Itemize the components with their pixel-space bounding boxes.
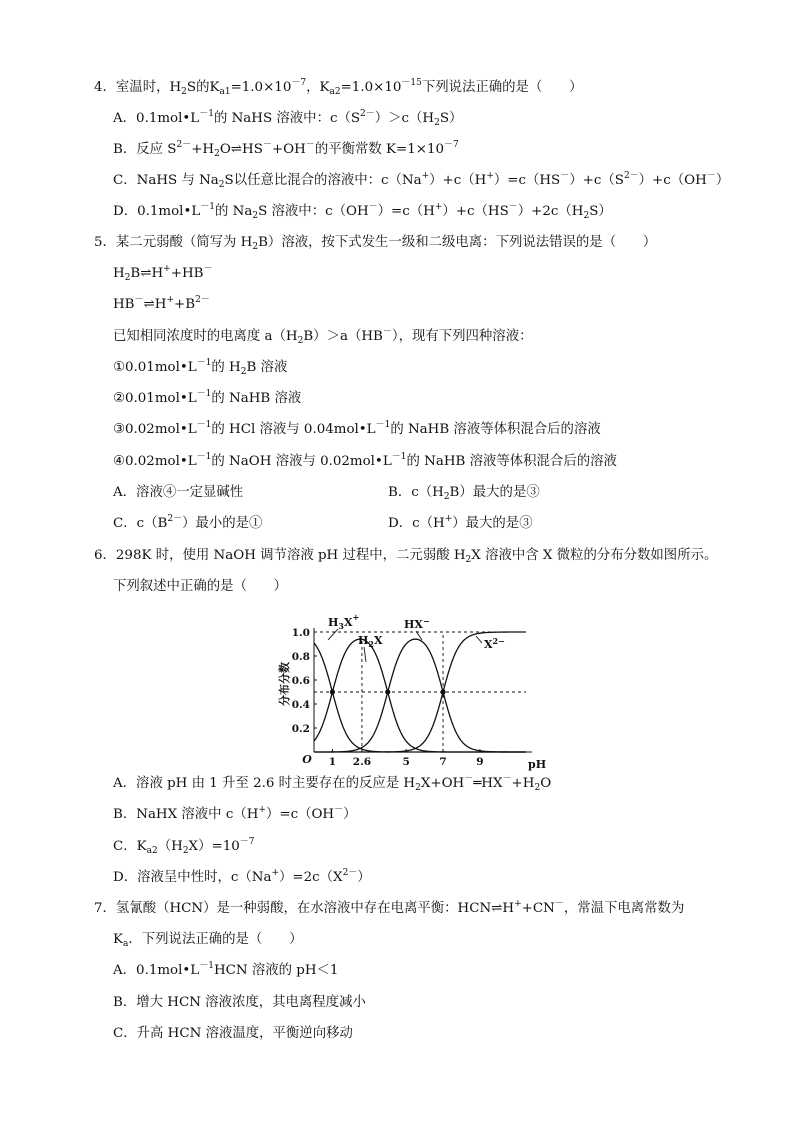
series-label <box>404 616 430 631</box>
q5-solution-4: $④0.02mol•L^{-1}$的 NaOH 溶液与 $0.02mol•L^{-1}$的 NaHB 溶液等体积混合后的溶液 <box>113 452 617 469</box>
series-label-part: 2− <box>492 636 505 646</box>
q4-option-c: C．NaHS 与 $Na_2S$以任意比混合的溶液中：$c(Na^+)+c(H^+)=c(HS^-)+c(S^{2-})+c(OH^-)$ <box>113 171 730 190</box>
series-label <box>328 612 359 631</box>
series-label-part: HX <box>404 618 423 631</box>
q6-option-c: C．$K_{a2}(H_2X)=10^{-7}$ <box>113 837 255 856</box>
series-leader <box>476 636 482 643</box>
q7-option-b: B．增大 HCN 溶液浓度，其电离程度减小 <box>113 995 366 1010</box>
q6-stem-line-2: 下列叙述中正确的是（ ） <box>113 579 288 594</box>
x-tick-label: 1 <box>328 756 337 768</box>
y-tick-label: 0.4 <box>291 699 310 711</box>
distribution-chart <box>276 612 547 771</box>
crossing-point <box>330 689 335 694</box>
curve-1 <box>314 639 526 752</box>
series-label-part: H <box>328 616 339 629</box>
series-label-part: X <box>484 638 493 651</box>
q6-option-a: A．溶液 pH 由 1 升至 2.6 时主要存在的反应是 $H_2X+OH^-═HX^-+H_2O$ <box>113 774 552 793</box>
series-leader <box>328 629 338 640</box>
crossing-point <box>385 689 390 694</box>
q5-option-b: B．$c(H_2B)$最大的是③ <box>388 485 540 502</box>
y-tick-label: 0.6 <box>291 675 310 687</box>
curve-2 <box>314 639 526 752</box>
series-label-part: X <box>343 616 353 629</box>
q5-equation-2: $HB^-\rightleftharpoons H^++B^{2-}$ <box>113 295 210 312</box>
q7-option-a: A．$0.1mol•L^{-1}HCN$ 溶液的 pH＜1 <box>113 961 339 978</box>
crossing-point <box>440 689 445 694</box>
q5-solution-2: $②0.01mol•L^{-1}$的 NaHB 溶液 <box>113 389 302 406</box>
q6-stem-line-1: 6．298K 时，使用 NaOH 调节溶液 pH 过程中，二元弱酸 $H_2X$ 溶液中含 X 微粒的分布分数如图所示。 <box>94 548 718 565</box>
x-tick-label: 7 <box>439 756 447 768</box>
q5-stem: 5．某二元弱酸（简写为 $H_2B$）溶液，按下式发生一级和二级电离：下列说法错误的是（ ） <box>94 235 657 252</box>
y-axis-label: 分布分数 <box>278 662 291 706</box>
q5-equation-1: $H_2B\rightleftharpoons H^++HB^-$ <box>113 264 213 283</box>
q7-stem-line-2: $K_a$．下列说法正确的是（ ） <box>113 932 303 949</box>
q7-stem-line-1: 7．氢氰酸（HCN）是一种弱酸，在水溶液中存在电离平衡：HCN⇌H++CN－，常温下电离常数为 <box>94 899 685 916</box>
origin-label: O <box>302 753 312 766</box>
series-label <box>358 634 383 649</box>
y-tick-label: 0.2 <box>291 723 310 735</box>
series-label-part: 3 <box>338 621 344 631</box>
q4-option-d: D．$0.1mol•L^{-1}$的 $Na_2S$ 溶液中：$c(OH^-)=c(H^+)+c(HS^-)+2c(H_2S)$ <box>113 202 612 221</box>
q6-option-d: D．溶液呈中性时，$c(Na^+)=2c(X^{2-})$ <box>113 868 371 885</box>
q5-known: 已知相同浓度时的电离度 $a(H_2B)>a(HB^-)$，现有下列四种溶液： <box>113 327 533 346</box>
q6-option-b: B．NaHX 溶液中 c（H+）=c（OH－） <box>113 805 357 822</box>
q5-solution-3: $③0.02mol•L^{-1}$的 HCl 溶液与 $0.04mol•L^{-1}$的 NaHB 溶液等体积混合后的溶液 <box>113 420 601 437</box>
series-leader <box>364 647 366 662</box>
x-tick-label: 2.6 <box>352 756 372 768</box>
q5-solution-1: $①0.01mol•L^{-1}$的 $H_2B$ 溶液 <box>113 358 288 377</box>
x-tick-label: 9 <box>476 756 484 768</box>
x-tick-label: 5 <box>402 756 410 768</box>
q4-option-b: B．反应 $S^{2-}+H_2O\rightleftharpoons HS^-+OH^-$的平衡常数 $K=1\times 10^{-7}$ <box>113 140 459 159</box>
curve-0 <box>314 643 526 752</box>
series-label-part: 2 <box>368 639 374 649</box>
series-label <box>484 636 505 651</box>
series-label-part: − <box>422 616 430 626</box>
y-tick-label: 1.0 <box>291 627 310 639</box>
y-tick-label: 0.8 <box>291 651 310 663</box>
q5-option-a: A．溶液④一定显碱性 <box>113 485 244 500</box>
x-axis-label: pH <box>528 758 547 771</box>
q5-option-d: D．c（H+）最大的是③ <box>388 514 533 531</box>
q4-option-a: A．$0.1mol•L^{-1}$的 NaHS 溶液中：$c(S^{2-})>c(H_2S)$ <box>113 109 463 128</box>
series-label-part: + <box>352 612 360 622</box>
q4-stem: 4．室温时，$H_2S$的$K_{a1}=1.0\times 10^{-7}$，$K_{a2}=1.0\times 10^{-15}$下列说法正确的是（ ） <box>94 78 583 97</box>
series-label-part: X <box>373 634 383 647</box>
q5-option-c: C．$c(B^{2-})$最小的是① <box>113 514 263 531</box>
q7-option-c: C．升高 HCN 溶液温度，平衡逆向移动 <box>113 1026 353 1041</box>
series-label-part: H <box>358 634 369 647</box>
